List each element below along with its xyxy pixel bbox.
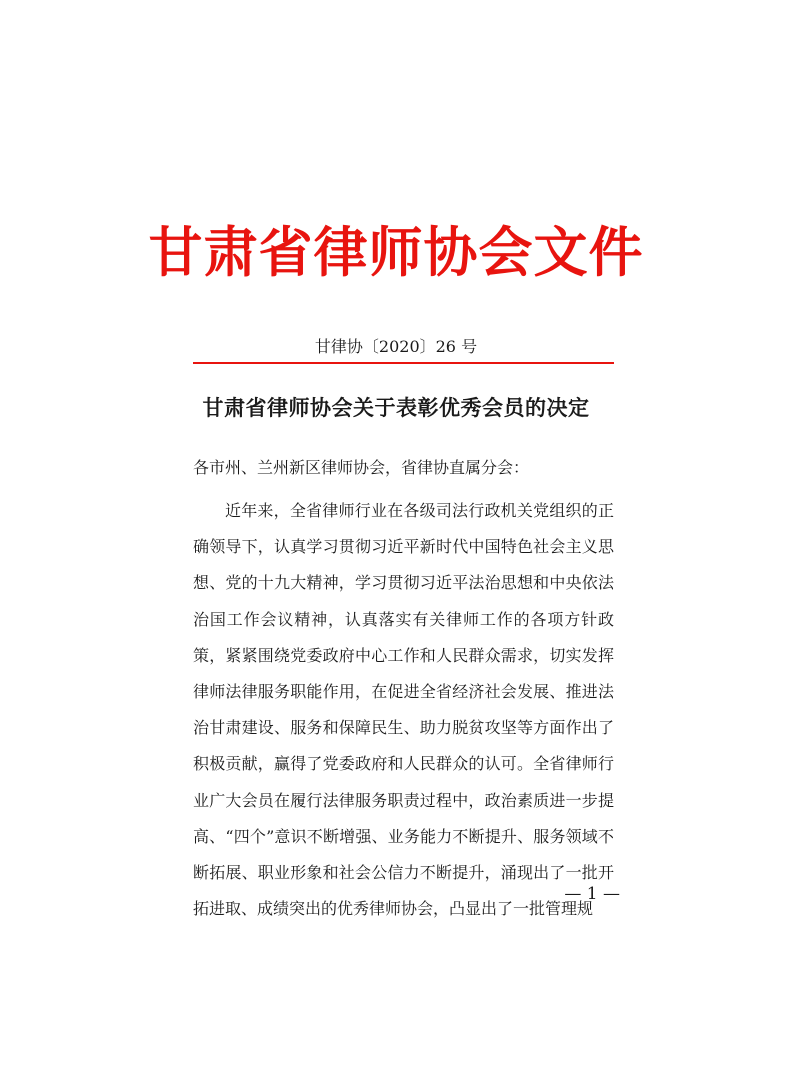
masthead-title: 甘肃省律师协会文件 (148, 221, 644, 284)
body-paragraph: 近年来，全省律师行业在各级司法行政机关党组织的正确领导下，认真学习贯彻习近平新时代中国特色社会主义思想、党的十九大精神，学习贯彻习近平法治思想和中央依法治国工作会议精神，认真落实有关律师工作的各项方针政策，紧紧围绕党委政府中心工作和人民群众需求，切实发挥律师法律服务职能作用，在促进全省经济社会发展、推进法治甘肃建设、服务和保障民生、助力脱贫攻坚等方面作出了积极贡献，赢得了党委政府和人民群众的认可。全省律师行业广大会员在履行法律服务职责过程中，政治素质进一步提高、“四个”意识不断增强、业务能力不断提升、服务领域不断拓展、职业形象和社会公信力不断提升，涌现出了一批开拓进取、成绩突出的优秀律师协会，凸显出了一批管理规 (193, 501, 614, 919)
salutation: 各市州、兰州新区律师协会，省律协直属分会： (193, 458, 530, 477)
red-divider-line (193, 362, 614, 364)
page-number: — 1 — (564, 884, 620, 904)
document-number: 甘律协〔2020〕26 号 (314, 337, 478, 356)
document-title: 甘肃省律师协会关于表彰优秀会员的决定 (202, 395, 590, 420)
